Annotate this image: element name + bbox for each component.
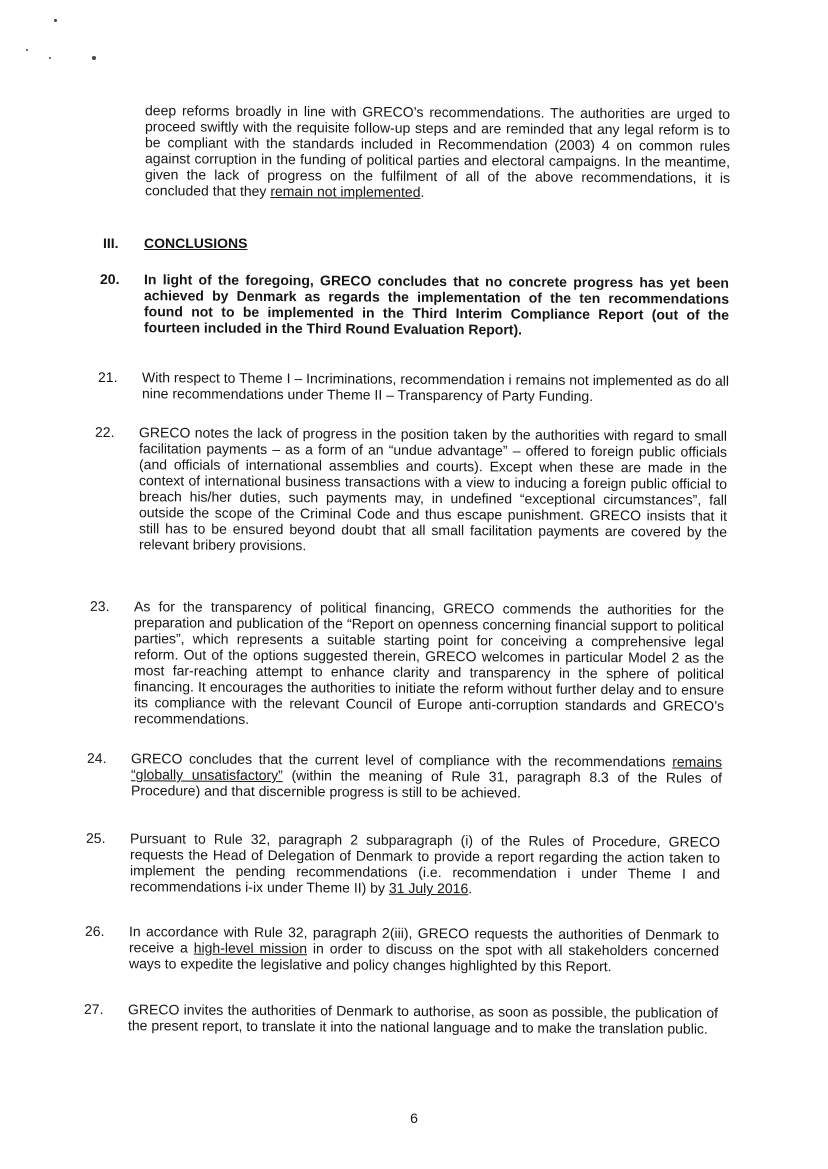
paragraph-24: [87, 749, 723, 802]
intro-paragraph: [145, 102, 730, 202]
paragraph-text: As for the transparency of political financing, GRECO commends the authorities for the preparation and publication of the “Report on openness concerning financial support to political parties”, which represents a suitable starting point for conceiving a comprehensive legal reform. Out of the options suggested therein, GRECO welcomes in particular Model 2 as the most far-reaching attempt to enhance clarity and transparency in the sphere of political financing. It encourages the authorities to initiate the reform without further delay and to ensure its compliance with the relevant Council of Europe anti-corruption standards and GRECO’s recommendations.: [134, 598, 724, 727]
intro-underlined: remain not implemented: [270, 182, 421, 200]
paragraph-21: [98, 368, 729, 405]
paragraph-number: 27.: [84, 1000, 104, 1018]
paragraph-23: [90, 597, 724, 730]
paragraph-text: GRECO concludes that the current level of compliance with the recommendations: [131, 750, 673, 770]
paragraph-25: [86, 829, 720, 898]
paragraph-number: 22.: [95, 423, 115, 441]
paragraph-text: Pursuant to Rule 32, paragraph 2 subparagraph (i) of the Rules of Procedure, GRECO requests the Head of Delegation of Denmark to provide a report regarding the action taken to implement the pending recommendations (i.e. recommendation i under Theme I and recommendations i-ix under Theme II) by: [130, 830, 720, 896]
paragraph-underlined: high-level mission: [193, 939, 307, 957]
paragraph-number: 21.: [98, 368, 118, 386]
paragraph-number: 26.: [85, 922, 105, 940]
intro-text-end: .: [420, 183, 425, 200]
paragraph-text-end: .: [468, 880, 473, 897]
page-number: 6: [410, 1110, 418, 1126]
paragraph-text: GRECO invites the authorities of Denmark to authorise, as soon as possible, the publication of the present report, to translate it into the national language and to make the translation public.: [128, 1001, 718, 1037]
paragraph-text: GRECO notes the lack of progress in the position taken by the authorities with regard to small facilitation payments – as a form of an “undue advantage” – offered to foreign public officials (and officials of international assemblies and courts). Except when these are made in the context of international business transactions with a view to inducing a foreign public official to breach his/her duties, such payments may, in undefined “exceptional circumstances”, fall outside the scope of the Criminal Code and thus escape punishment. GRECO insists that it still has to be ensured beyond doubt that all small facilitation payments are covered by the relevant bribery provisions.: [139, 424, 727, 554]
paragraph-text-end: in order to discuss on the spot with all stakeholders concerned ways to expedite the legislative and policy changes highlighted by this Report.: [129, 940, 719, 975]
paragraph-26: [85, 922, 719, 975]
paragraph-text: With respect to Theme I – Incriminations, recommendation i remains not implemented as do all nine recommendations under Theme II – Transparency of Party Funding.: [142, 369, 729, 404]
paragraph-22: [95, 423, 727, 556]
scan-speck: [54, 19, 57, 22]
scan-speck: [26, 49, 28, 51]
paragraph-text: In light of the foregoing, GRECO concludes that no concrete progress has yet been achieved by Denmark as regards the implementation of the ten recommendations found not to be implemented in the Third Interim Compliance Report (out of the fourteen included in the Third Round Evaluation Report).: [144, 271, 729, 338]
paragraph-text: In accordance with Rule 32, paragraph 2(iii), GRECO requests the authorities of Denmark to receive a: [129, 923, 719, 956]
paragraph-number: 25.: [86, 829, 106, 847]
scan-speck: [49, 57, 51, 59]
paragraph-number: 24.: [87, 749, 107, 767]
section-heading: [103, 235, 403, 251]
paragraph-underlined: remains “globally unsatisfactory”: [131, 753, 722, 784]
paragraph-27: [84, 1000, 718, 1037]
paragraph-20: [100, 270, 729, 339]
paragraph-underlined: 31 July 2016: [388, 879, 469, 897]
section-title: CONCLUSIONS: [144, 235, 248, 251]
section-number: III.: [103, 235, 119, 251]
paragraph-number: 20.: [100, 270, 120, 288]
paragraph-text-end: (within the meaning of Rule 31, paragraph 8.3 of the Rules of Procedure) and that discernible progress is still to be achieved.: [131, 767, 723, 801]
paragraph-number: 23.: [90, 597, 110, 615]
scan-speck: [92, 56, 96, 60]
intro-text: deep reforms broadly in line with GRECO’s recommendations. The authorities are urged to proceed swiftly with the requisite follow-up steps and are reminded that any legal reform is to be compliant with the standards included in Recommendation (2003) 4 on common rules against corruption in the funding of political parties and electoral campaigns. In the meantime, given the lack of progress on the fulfilment of all of the above recommendations, it is concluded that they: [145, 102, 730, 199]
